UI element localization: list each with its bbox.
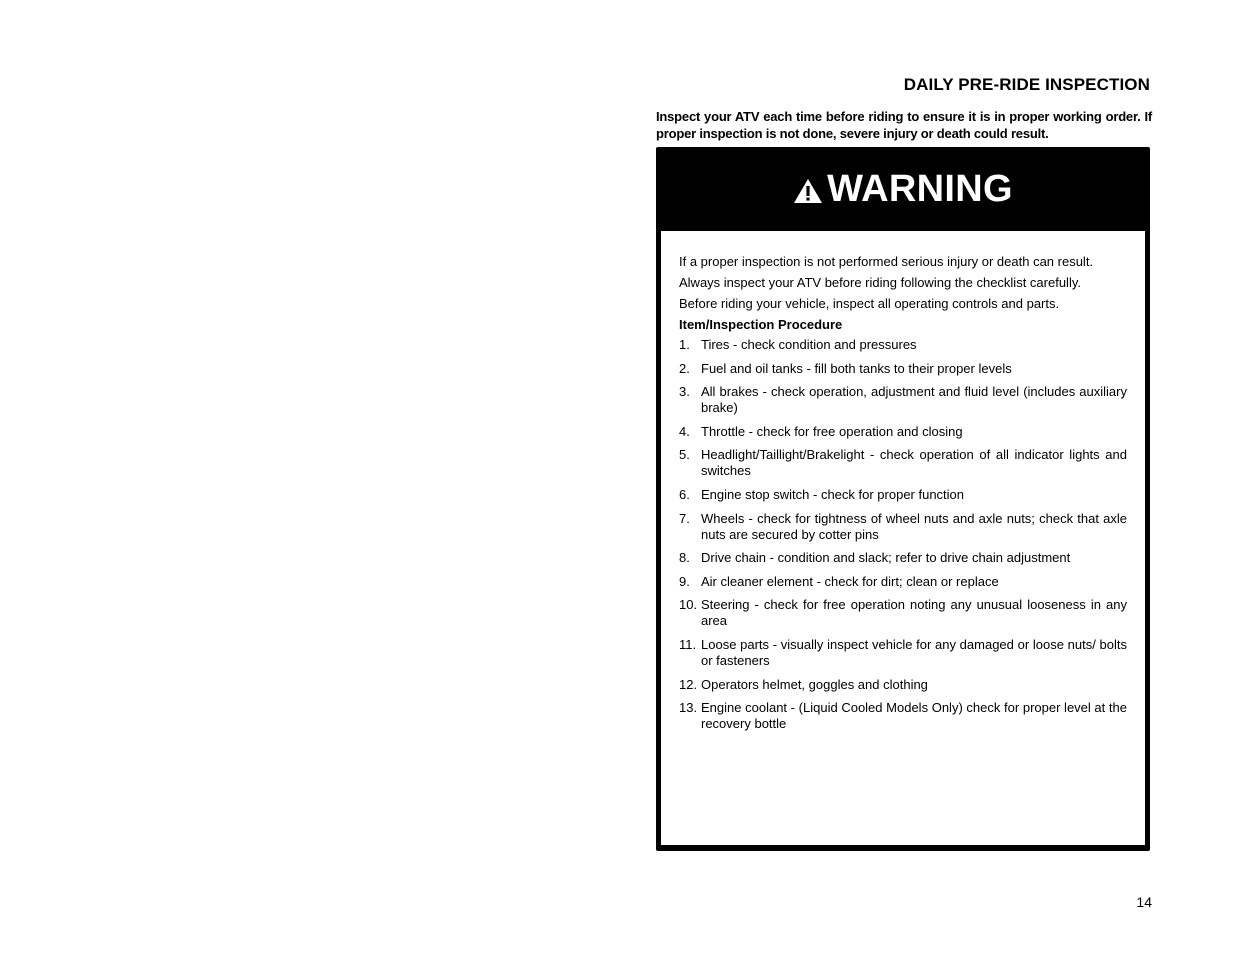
checklist-heading: Item/Inspection Procedure — [679, 317, 843, 332]
warning-paragraph: Before riding your vehicle, inspect all operating controls and parts. — [679, 296, 1060, 311]
item-text: Drive chain - condition and slack; refer to drive chain adjustment — [701, 550, 1071, 566]
list-item — [679, 384, 1127, 416]
inspection-checklist — [679, 337, 1127, 732]
item-number: 10. — [679, 597, 698, 613]
page-title: DAILY PRE-RIDE INSPECTION — [903, 75, 1150, 94]
item-number: 2. — [679, 360, 690, 376]
item-number: 13. — [679, 700, 698, 716]
list-item — [679, 511, 1127, 543]
item-number: 6. — [679, 486, 690, 502]
item-text: Engine stop switch - check for proper function — [701, 486, 965, 502]
page-number: 14 — [1136, 894, 1152, 910]
item-text: Air cleaner element - check for dirt; clean or replace — [701, 573, 999, 589]
item-text: Steering - check for free operation noting any unusual looseness in any area — [701, 597, 1127, 629]
warning-body — [661, 231, 1145, 845]
item-number: 8. — [679, 550, 690, 566]
item-text: Headlight/Taillight/Brakelight - check operation of all indicator lights and switches — [701, 447, 1127, 479]
item-number: 11. — [679, 636, 697, 652]
list-item — [679, 637, 1127, 669]
warning-box — [656, 147, 1150, 851]
item-text: All brakes - check operation, adjustment and fluid level (includes auxiliary brake) — [701, 384, 1127, 416]
list-item — [679, 361, 1127, 377]
list-item — [679, 424, 1127, 440]
list-item — [679, 487, 1127, 503]
item-text: Fuel and oil tanks - fill both tanks to their proper levels — [701, 360, 1012, 376]
warning-title: WARNING — [827, 168, 1013, 210]
list-item — [679, 337, 1127, 353]
item-text: Operators helmet, goggles and clothing — [701, 676, 928, 692]
list-item — [679, 447, 1127, 479]
list-item — [679, 700, 1127, 732]
item-text: Loose parts - visually inspect vehicle for any damaged or loose nuts/ bolts or fasteners — [701, 636, 1127, 668]
intro-text: Inspect your ATV each time before riding to ensure it is in proper working order. If proper inspection is not done, severe injury or death could result. — [656, 109, 1152, 141]
list-item — [679, 550, 1127, 566]
item-text: Wheels - check for tightness of wheel nuts and axle nuts; check that axle nuts are secured by cotter pins — [701, 510, 1127, 542]
item-text: Engine coolant - (Liquid Cooled Models Only) check for proper level at the recovery bottle — [701, 700, 1127, 732]
item-number: 1. — [679, 337, 690, 352]
item-number: 9. — [679, 573, 690, 589]
item-number: 3. — [679, 384, 690, 400]
list-item — [679, 677, 1127, 693]
list-item — [679, 597, 1127, 629]
item-text: Throttle - check for free operation and closing — [701, 423, 963, 439]
item-number: 4. — [679, 423, 690, 439]
item-text: Tires - check condition and pressures — [701, 337, 917, 352]
item-number: 7. — [679, 510, 690, 526]
list-item — [679, 574, 1127, 590]
warning-paragraph: If a proper inspection is not performed serious injury or death can result. — [679, 254, 1094, 269]
warning-header — [656, 147, 1150, 231]
item-number: 5. — [679, 447, 690, 463]
warning-paragraph: Always inspect your ATV before riding following the checklist carefully. — [679, 275, 1081, 290]
item-number: 12. — [679, 676, 698, 692]
warning-triangle-icon — [793, 178, 823, 204]
